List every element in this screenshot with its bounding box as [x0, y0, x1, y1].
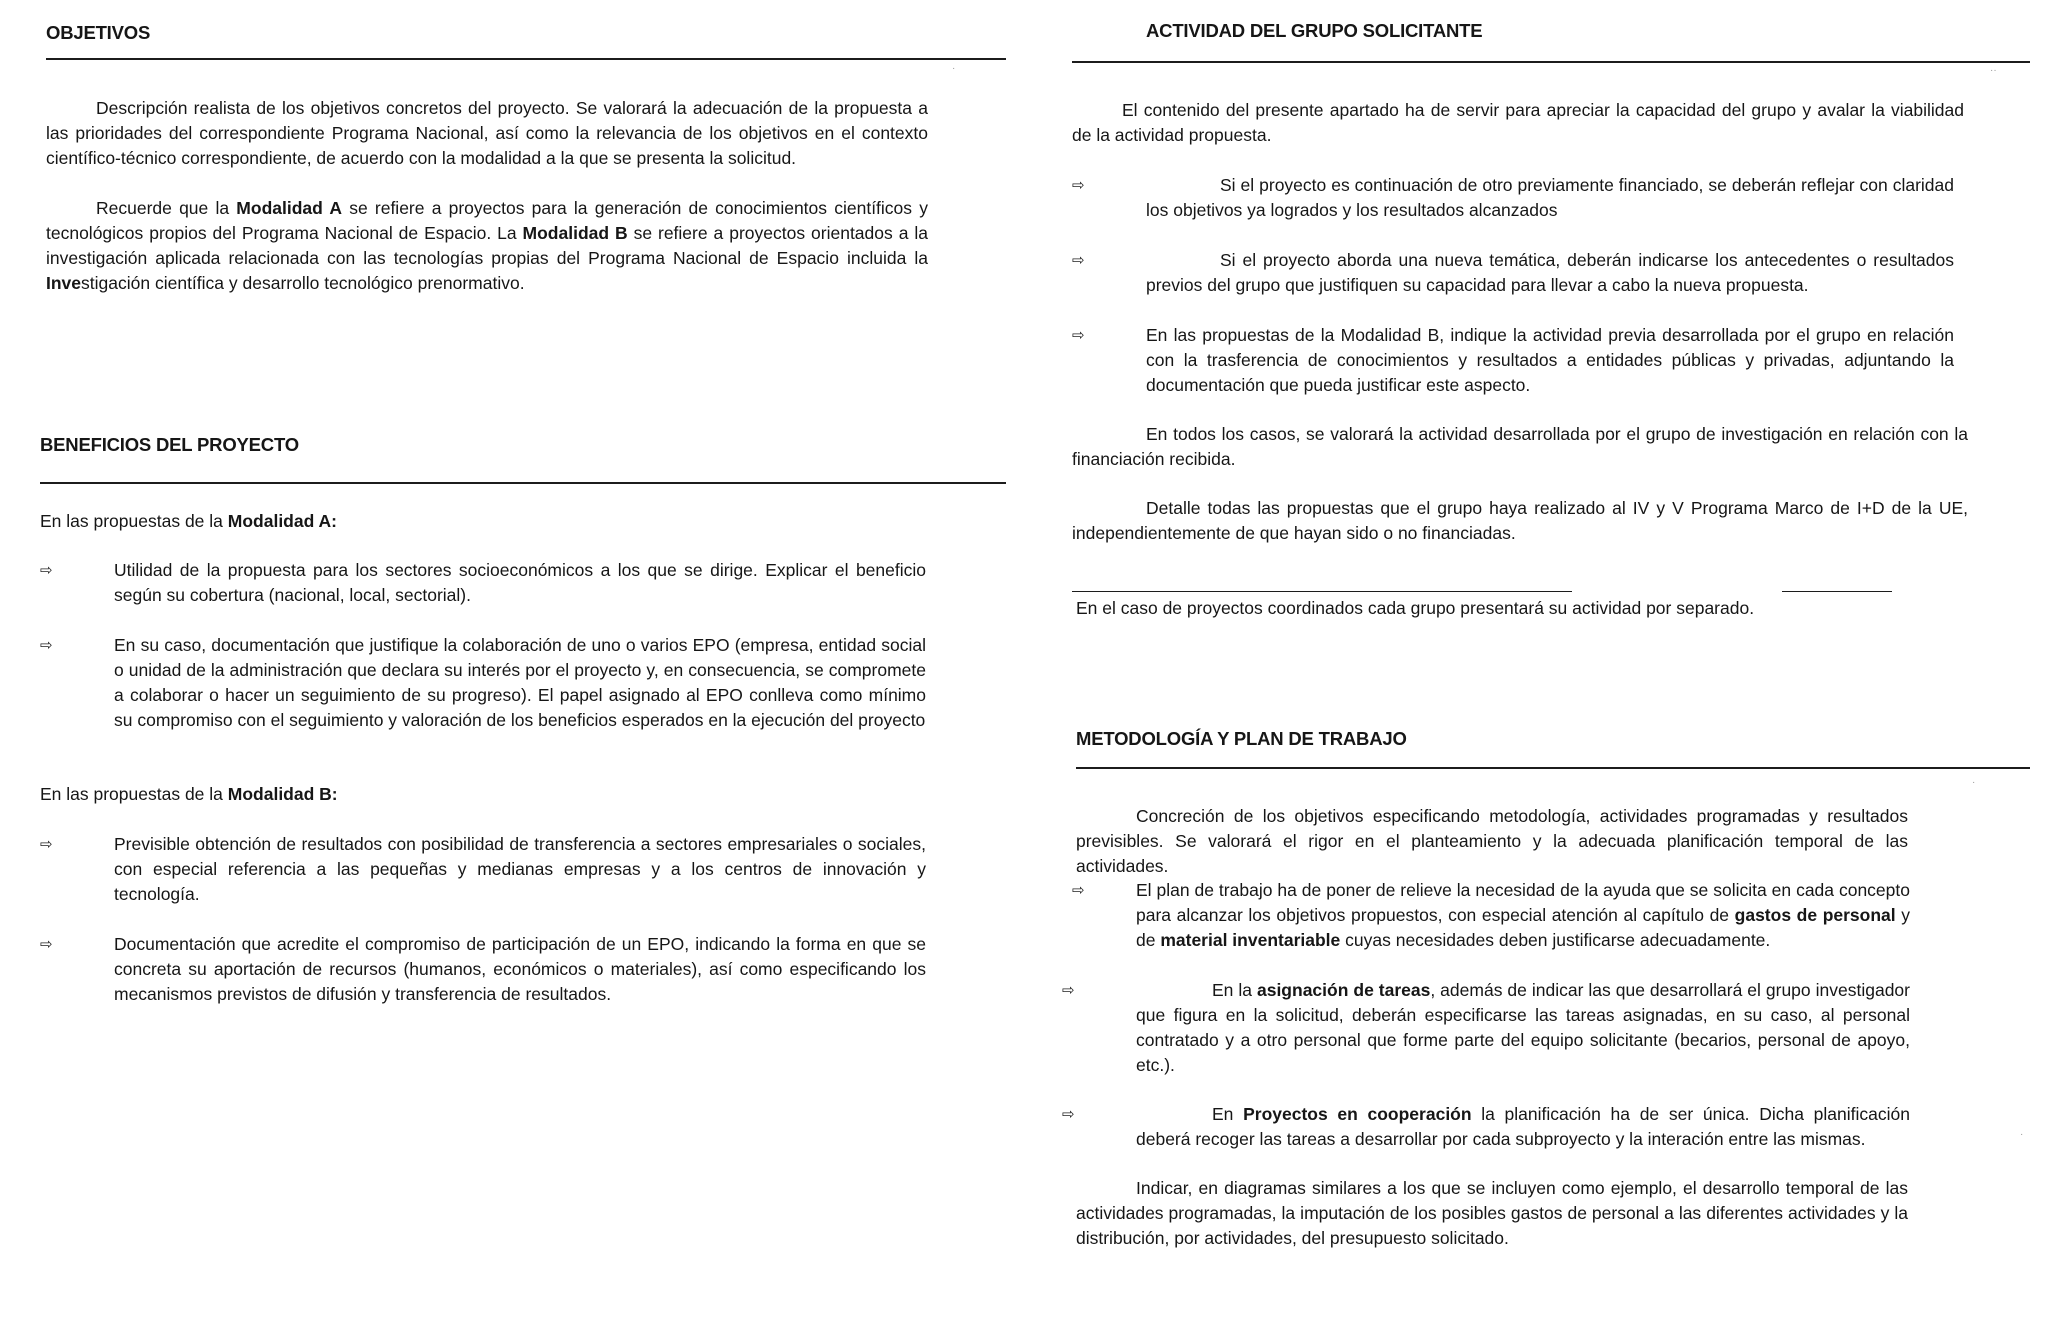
actividad-paragraph-2: En todos los casos, se valorará la actividad desarrollada por el grupo de investigación en relación con la financiación recibida. — [1072, 424, 1968, 469]
section-heading-beneficios: BENEFICIOS DEL PROYECTO — [40, 434, 299, 455]
heading-rule — [1072, 61, 2030, 63]
hollow-right-arrow-icon: ⇨ — [40, 836, 53, 853]
list-item: ⇨ Si el proyecto aborda una nueva temática, deberán indicarse los antecedentes o resultados previos del grupo que justifiquen su capacidad para llevar a cabo la nueva propuesta. — [1072, 250, 1954, 295]
modalidad-a-intro: En las propuestas de la Modalidad A: — [40, 511, 337, 531]
heading-rule — [40, 482, 1006, 484]
note-rule — [1072, 591, 1572, 592]
metodologia-paragraph-2: Indicar, en diagramas similares a los que se incluyen como ejemplo, el desarrollo temporal de las actividades programadas, la imputación de los posibles gastos de personal a las diferentes actividades y la distribución, por actividades, del presupuesto solicitado. — [1076, 1178, 1908, 1248]
section-heading-objetivos: OBJETIVOS — [46, 22, 151, 43]
list-item: ⇨ En su caso, documentación que justifique la colaboración de uno o varios EPO (empresa, entidad social o unidad de la administración que declara su interés por el proyecto y, en consecuencia, se compromete a colaborar o hacer un seguimiento de su progreso). El papel asignado al EPO conlleva como mínimo su compromiso con el seguimiento y valoración de los beneficios esperados en la ejecución del proyecto — [40, 635, 926, 730]
list-item: ⇨ En las propuestas de la Modalidad B, indique la actividad previa desarrollada por el grupo en relación con la trasferencia de conocimientos y resultados a entidades públicas y privadas, adjuntando la documentación que pueda justificar este aspecto. — [1072, 325, 1954, 395]
list-item: ⇨ En la asignación de tareas, además de indicar las que desarrollará el grupo investigador que figura en la solicitud, deberán especificarse las tareas asignadas, en su caso, al personal contratado y a otro personal que forme parte del equipo solicitante (becarios, personal de apoyo, etc.). — [1062, 980, 1910, 1075]
actividad-paragraph-1: El contenido del presente apartado ha de servir para apreciar la capacidad del grupo y avalar la viabilidad de la actividad propuesta. — [1072, 100, 1964, 145]
section-heading-actividad: ACTIVIDAD DEL GRUPO SOLICITANTE — [1146, 20, 1483, 41]
scan-speck: ·· — [1990, 65, 1997, 76]
list-item: ⇨ Documentación que acredite el compromiso de participación de un EPO, indicando la forma en que se concreta su aportación de recursos (humanos, económicos o materiales), así como especificando los mecanismos previstos de difusión y transferencia de resultados. — [40, 934, 926, 1004]
note-rule-short — [1782, 591, 1892, 592]
heading-rule — [46, 58, 1006, 60]
list-item: ⇨ Si el proyecto es continuación de otro previamente financiado, se deberán reflejar con claridad los objetivos ya logrados y los resultados alcanzados — [1072, 175, 1954, 220]
modalidad-b-intro: En las propuestas de la Modalidad B: — [40, 784, 338, 804]
objetivos-paragraph-1: Descripción realista de los objetivos concretos del proyecto. Se valorará la adecuación de la propuesta a las prioridades del correspondiente Programa Nacional, así como la relevancia de los objetivos en el contexto científico-técnico correspondiente, de acuerdo con la modalidad a la que se presenta la solicitud. — [46, 98, 928, 168]
scan-speck: · — [2020, 1129, 2024, 1140]
hollow-right-arrow-icon: ⇨ — [40, 562, 53, 579]
list-item: ⇨ El plan de trabajo ha de poner de relieve la necesidad de la ayuda que se solicita en cada concepto para alcanzar los objetivos propuestos, con especial atención al capítulo de gastos de personal y de material inventariable cuyas necesidades deben justificarse adecuadamente. — [1072, 880, 1910, 950]
list-item: ⇨ Previsible obtención de resultados con posibilidad de transferencia a sectores empresariales o sociales, con especial referencia a las pequeñas y medianas empresas y a los centros de innovación y tecnología. — [40, 834, 926, 904]
metodologia-paragraph-1: Concreción de los objetivos especificando metodología, actividades programadas y resultados previsibles. Se valorará el rigor en el planteamiento y la adecuada planificación temporal de las actividades. — [1076, 806, 1908, 876]
scan-speck: · — [952, 63, 956, 74]
hollow-right-arrow-icon: ⇨ — [1062, 982, 1075, 999]
hollow-right-arrow-icon: ⇨ — [1072, 252, 1085, 269]
hollow-right-arrow-icon: ⇨ — [1072, 177, 1085, 194]
coordinated-projects-note: En el caso de proyectos coordinados cada grupo presentará su actividad por separado. — [1076, 598, 1755, 618]
scan-speck: · — [1972, 777, 1976, 788]
list-item: ⇨ En Proyectos en cooperación la planificación ha de ser única. Dicha planificación deberá recoger las tareas a desarrollar por cada subproyecto y la interación entre las mismas. — [1062, 1104, 1910, 1149]
hollow-right-arrow-icon: ⇨ — [40, 936, 53, 953]
section-heading-metodologia: METODOLOGÍA Y PLAN DE TRABAJO — [1076, 728, 1407, 749]
hollow-right-arrow-icon: ⇨ — [40, 637, 53, 654]
hollow-right-arrow-icon: ⇨ — [1062, 1106, 1075, 1123]
hollow-right-arrow-icon: ⇨ — [1072, 327, 1085, 344]
list-item: ⇨ Utilidad de la propuesta para los sectores socioeconómicos a los que se dirige. Explicar el beneficio según su cobertura (nacional, local, sectorial). — [40, 560, 926, 605]
hollow-right-arrow-icon: ⇨ — [1072, 882, 1085, 899]
heading-rule — [1076, 767, 2030, 769]
objetivos-paragraph-2: Recuerde que la Modalidad A se refiere a proyectos para la generación de conocimientos científicos y tecnológicos propios del Programa Nacional de Espacio. La Modalidad B se refiere a proyectos orientados a la investigación aplicada relacionada con las tecnologías propias del Programa Nacional de Espacio incluida la Investigación científica y desarrollo tecnológico prenormativo. — [46, 198, 928, 293]
actividad-paragraph-3: Detalle todas las propuestas que el grupo haya realizado al IV y V Programa Marco de I+D de la UE, independientemente de que hayan sido o no financiadas. — [1072, 498, 1968, 543]
